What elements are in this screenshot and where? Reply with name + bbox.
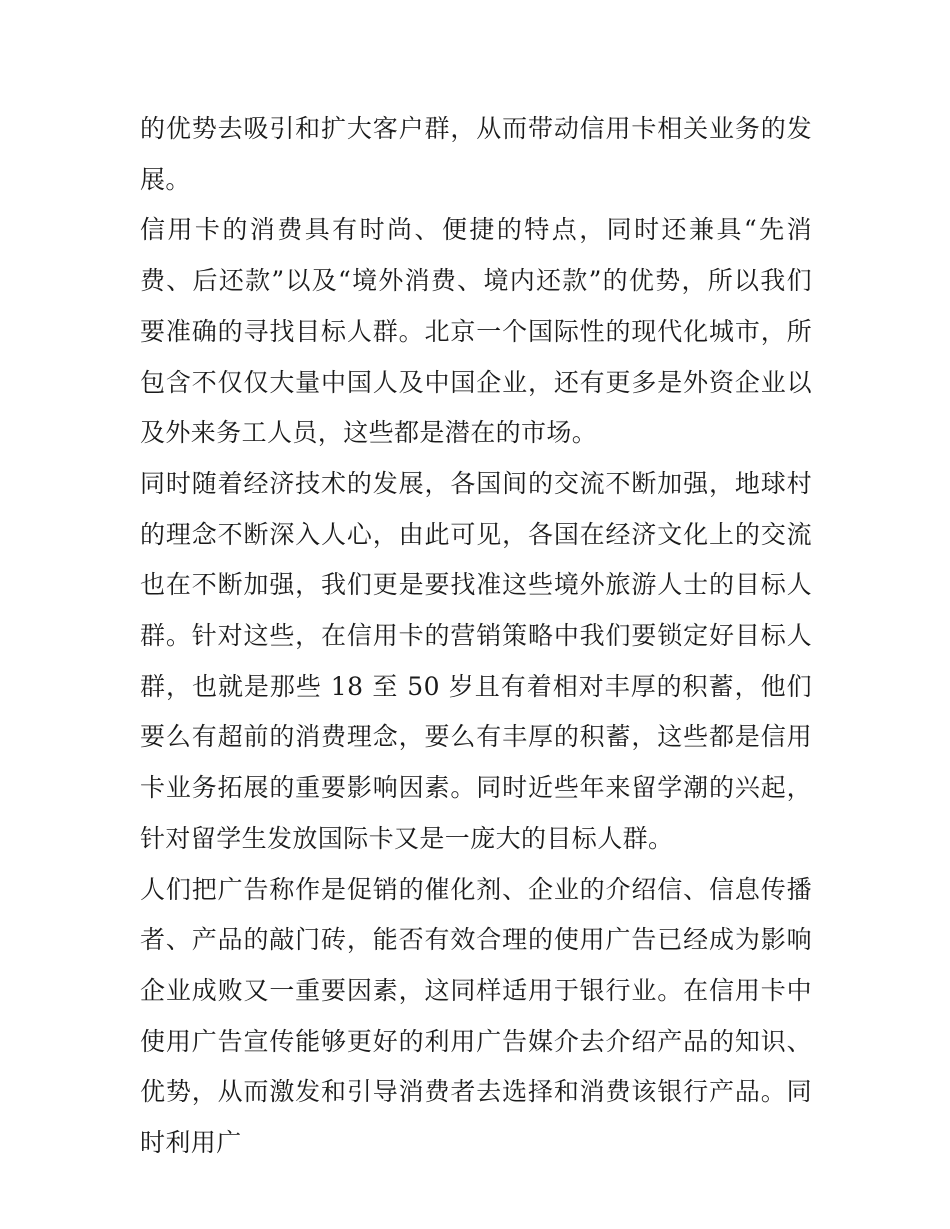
- paragraph-2: 信用卡的消费具有时尚、便捷的特点，同时还兼具“先消费、后还款”以及“境外消费、境内还款”的优势，所以我们要准确的寻找目标人群。北京一个国际性的现代化城市，所包含不仅仅大量中国人及中国企业，还有更多是外资企业以及外来务工人员，这些都是潜在的市场。: [140, 215, 812, 448]
- paragraph-1: 的优势去吸引和扩大客户群，从而带动信用卡相关业务的发展。: [140, 114, 812, 194]
- paragraph-3: 同时随着经济技术的发展，各国间的交流不断加强，地球村的理念不断深入人心，由此可见，各国在经济文化上的交流也在不断加强，我们更是要找准这些境外旅游人士的目标人群。针对这些，在信用卡的营销策略中我们要锁定好目标人群，也就是那些 18 至 50 岁且有着相对丰厚的积蓄，他们要么有超前的消费理念，要么有丰厚的积蓄，这些都是信用卡业务拓展的重要影响因素。同时近些年来留学潮的兴起，针对留学生发放国际卡又是一庞大的目标人群。: [140, 468, 812, 853]
- paragraph-4: 人们把广告称作是促销的催化剂、企业的介绍信、信息传播者、产品的敲门砖，能否有效合理的使用广告已经成为影响企业成败又一重要因素，这同样适用于银行业。在信用卡中使用广告宣传能够更好的利用广告媒介去介绍产品的知识、优势，从而激发和引导消费者去选择和消费该银行产品。同时利用广: [140, 874, 812, 1158]
- document-body: [140, 104, 812, 1169]
